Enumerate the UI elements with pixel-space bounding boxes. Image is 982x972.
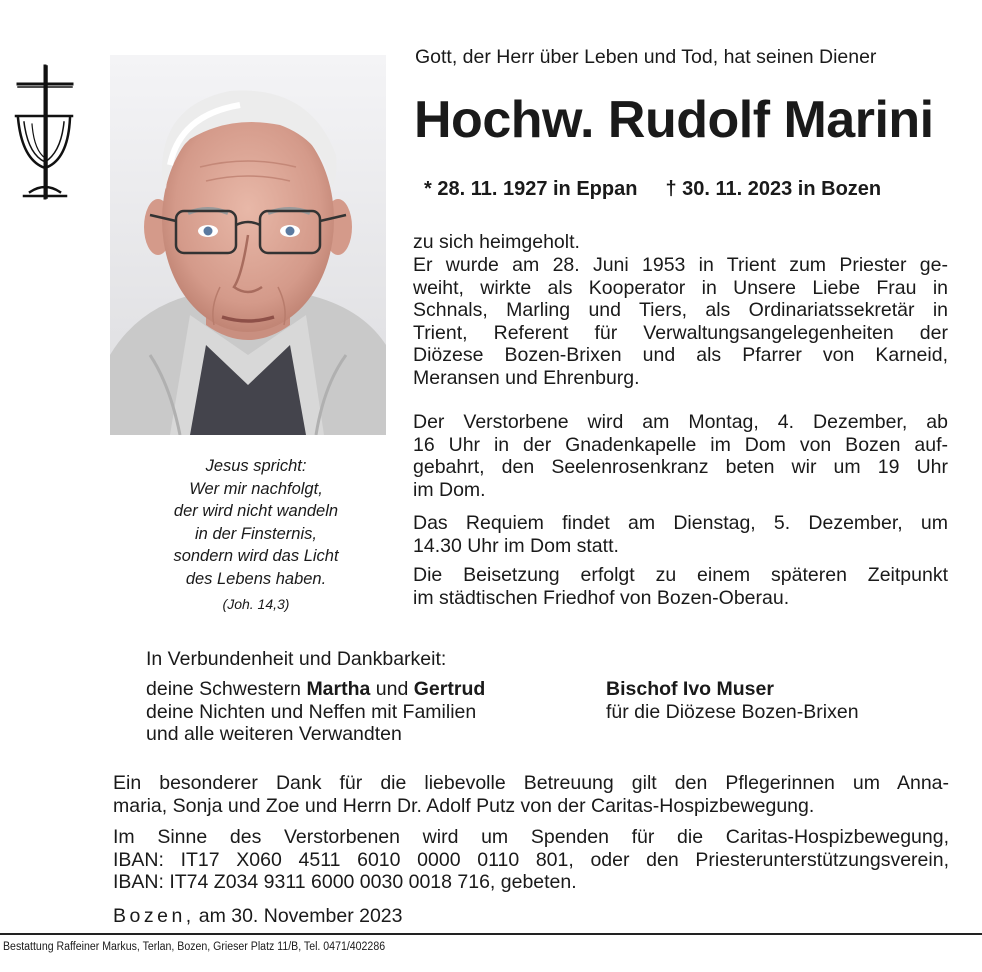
death-date: † 30. 11. 2023 in Bozen (665, 178, 882, 200)
relatives-line: und alle weiteren Verwandten (146, 723, 402, 746)
portrait-photo (110, 55, 386, 435)
paragraph-line: Das Requiem findet am Dienstag, 5. Dezember, um (413, 512, 948, 534)
paragraph-line: IBAN: IT17 X060 4511 6010 0000 0110 801, oder den Priesterunterstützungsverein, (113, 848, 949, 871)
paragraph-line: Die Beisetzung erfolgt zu einem späteren Zeitpunkt (413, 564, 948, 586)
paragraph-line: im Dom. (413, 478, 486, 501)
paragraph-line: Schnals, Marling und Tiers, als Ordinariatssekretär in (413, 299, 948, 322)
quote-line: sondern wird das Licht (173, 547, 339, 565)
sister-name: Gertrud (413, 678, 486, 700)
homecall-text (413, 231, 948, 254)
intro-line: Gott, der Herr über Leben und Tod, hat seinen Diener (415, 46, 877, 68)
paragraph-line: 16 Uhr in der Gnadenkapelle im Dom von Bozen auf- (413, 433, 948, 456)
quote-line: in der Finsternis, (195, 524, 317, 543)
sister-name: Martha (306, 678, 371, 700)
sisters-line (146, 678, 485, 701)
paragraph-line: im städtischen Friedhof von Bozen-Oberau. (413, 586, 790, 609)
bible-quote (110, 455, 402, 590)
place-date (113, 905, 403, 928)
paragraph-line: Ein besonderer Dank für die liebevolle Betreuung gilt den Pflegerinnen um Anna- (113, 772, 949, 794)
birth-date: * 28. 11. 1927 in Eppan (424, 178, 638, 200)
funeral-home-info: Bestattung Raffeiner Markus, Terlan, Bozen, Grieser Platz 11/B, Tel. 0471/402286 (3, 941, 386, 953)
paragraph-line: Trient, Referent für Verwaltungsangelegenheiten der (413, 321, 948, 344)
quote-line: des Lebens haben. (185, 569, 327, 588)
quote-reference: (Joh. 14,3) (222, 596, 290, 612)
life-dates (424, 178, 881, 201)
paragraph-line: maria, Sonja und Zoe und Herrn Dr. Adolf Putz von der Caritas-Hospizbewegung. (113, 794, 815, 817)
deceased-name: Hochw. Rudolf Marini (414, 91, 934, 149)
bishop-role: für die Diözese Bozen-Brixen (606, 700, 859, 723)
paragraph-line: zu sich heimgeholt. (413, 231, 580, 253)
family-list (146, 678, 485, 746)
viewing-paragraph (413, 411, 948, 501)
conjunction: und (375, 678, 409, 700)
quote-line: der wird nicht wandeln (173, 502, 339, 520)
nieces-line: deine Nichten und Neffen mit Familien (146, 700, 477, 723)
quote-line: Jesus spricht: (205, 457, 307, 475)
date: am 30. November 2023 (198, 905, 403, 927)
city: Bozen, (113, 905, 195, 927)
quote-line: Wer mir nachfolgt, (189, 479, 323, 498)
burial-paragraph (413, 564, 948, 609)
requiem-paragraph (413, 512, 948, 557)
paragraph-line: Im Sinne des Verstorbenen wird um Spenden für die Caritas-Hospizbewegung, (113, 826, 949, 848)
cross-chalice-icon (14, 64, 74, 200)
bishop-name: Bischof Ivo Muser (606, 678, 774, 700)
care-thanks-paragraph (113, 772, 949, 817)
footer-divider (0, 933, 982, 935)
paragraph-line: Der Verstorbene wird am Montag, 4. Dezember, ab (413, 411, 948, 433)
bishop-block (606, 678, 859, 723)
paragraph-line: IBAN: IT74 Z034 9311 6000 0030 0018 716, gebeten. (113, 871, 577, 894)
paragraph-line: Diözese Bozen-Brixen und als Pfarrer von Karneid, (413, 344, 948, 367)
sisters-prefix: deine Schwestern (146, 678, 302, 700)
paragraph-line: gebahrt, den Seelenrosenkranz beten wir um 19 Uhr (413, 456, 948, 479)
paragraph-line: weiht, wirkte als Kooperator in Unsere Liebe Frau in (413, 276, 948, 299)
mourners-heading: In Verbundenheit und Dankbarkeit: (146, 648, 447, 670)
donation-paragraph (113, 826, 949, 894)
career-paragraph (413, 254, 948, 390)
paragraph-line: Meransen und Ehrenburg. (413, 366, 640, 389)
paragraph-line: Er wurde am 28. Juni 1953 in Trient zum Priester ge- (413, 254, 948, 276)
paragraph-line: 14.30 Uhr im Dom statt. (413, 534, 619, 557)
